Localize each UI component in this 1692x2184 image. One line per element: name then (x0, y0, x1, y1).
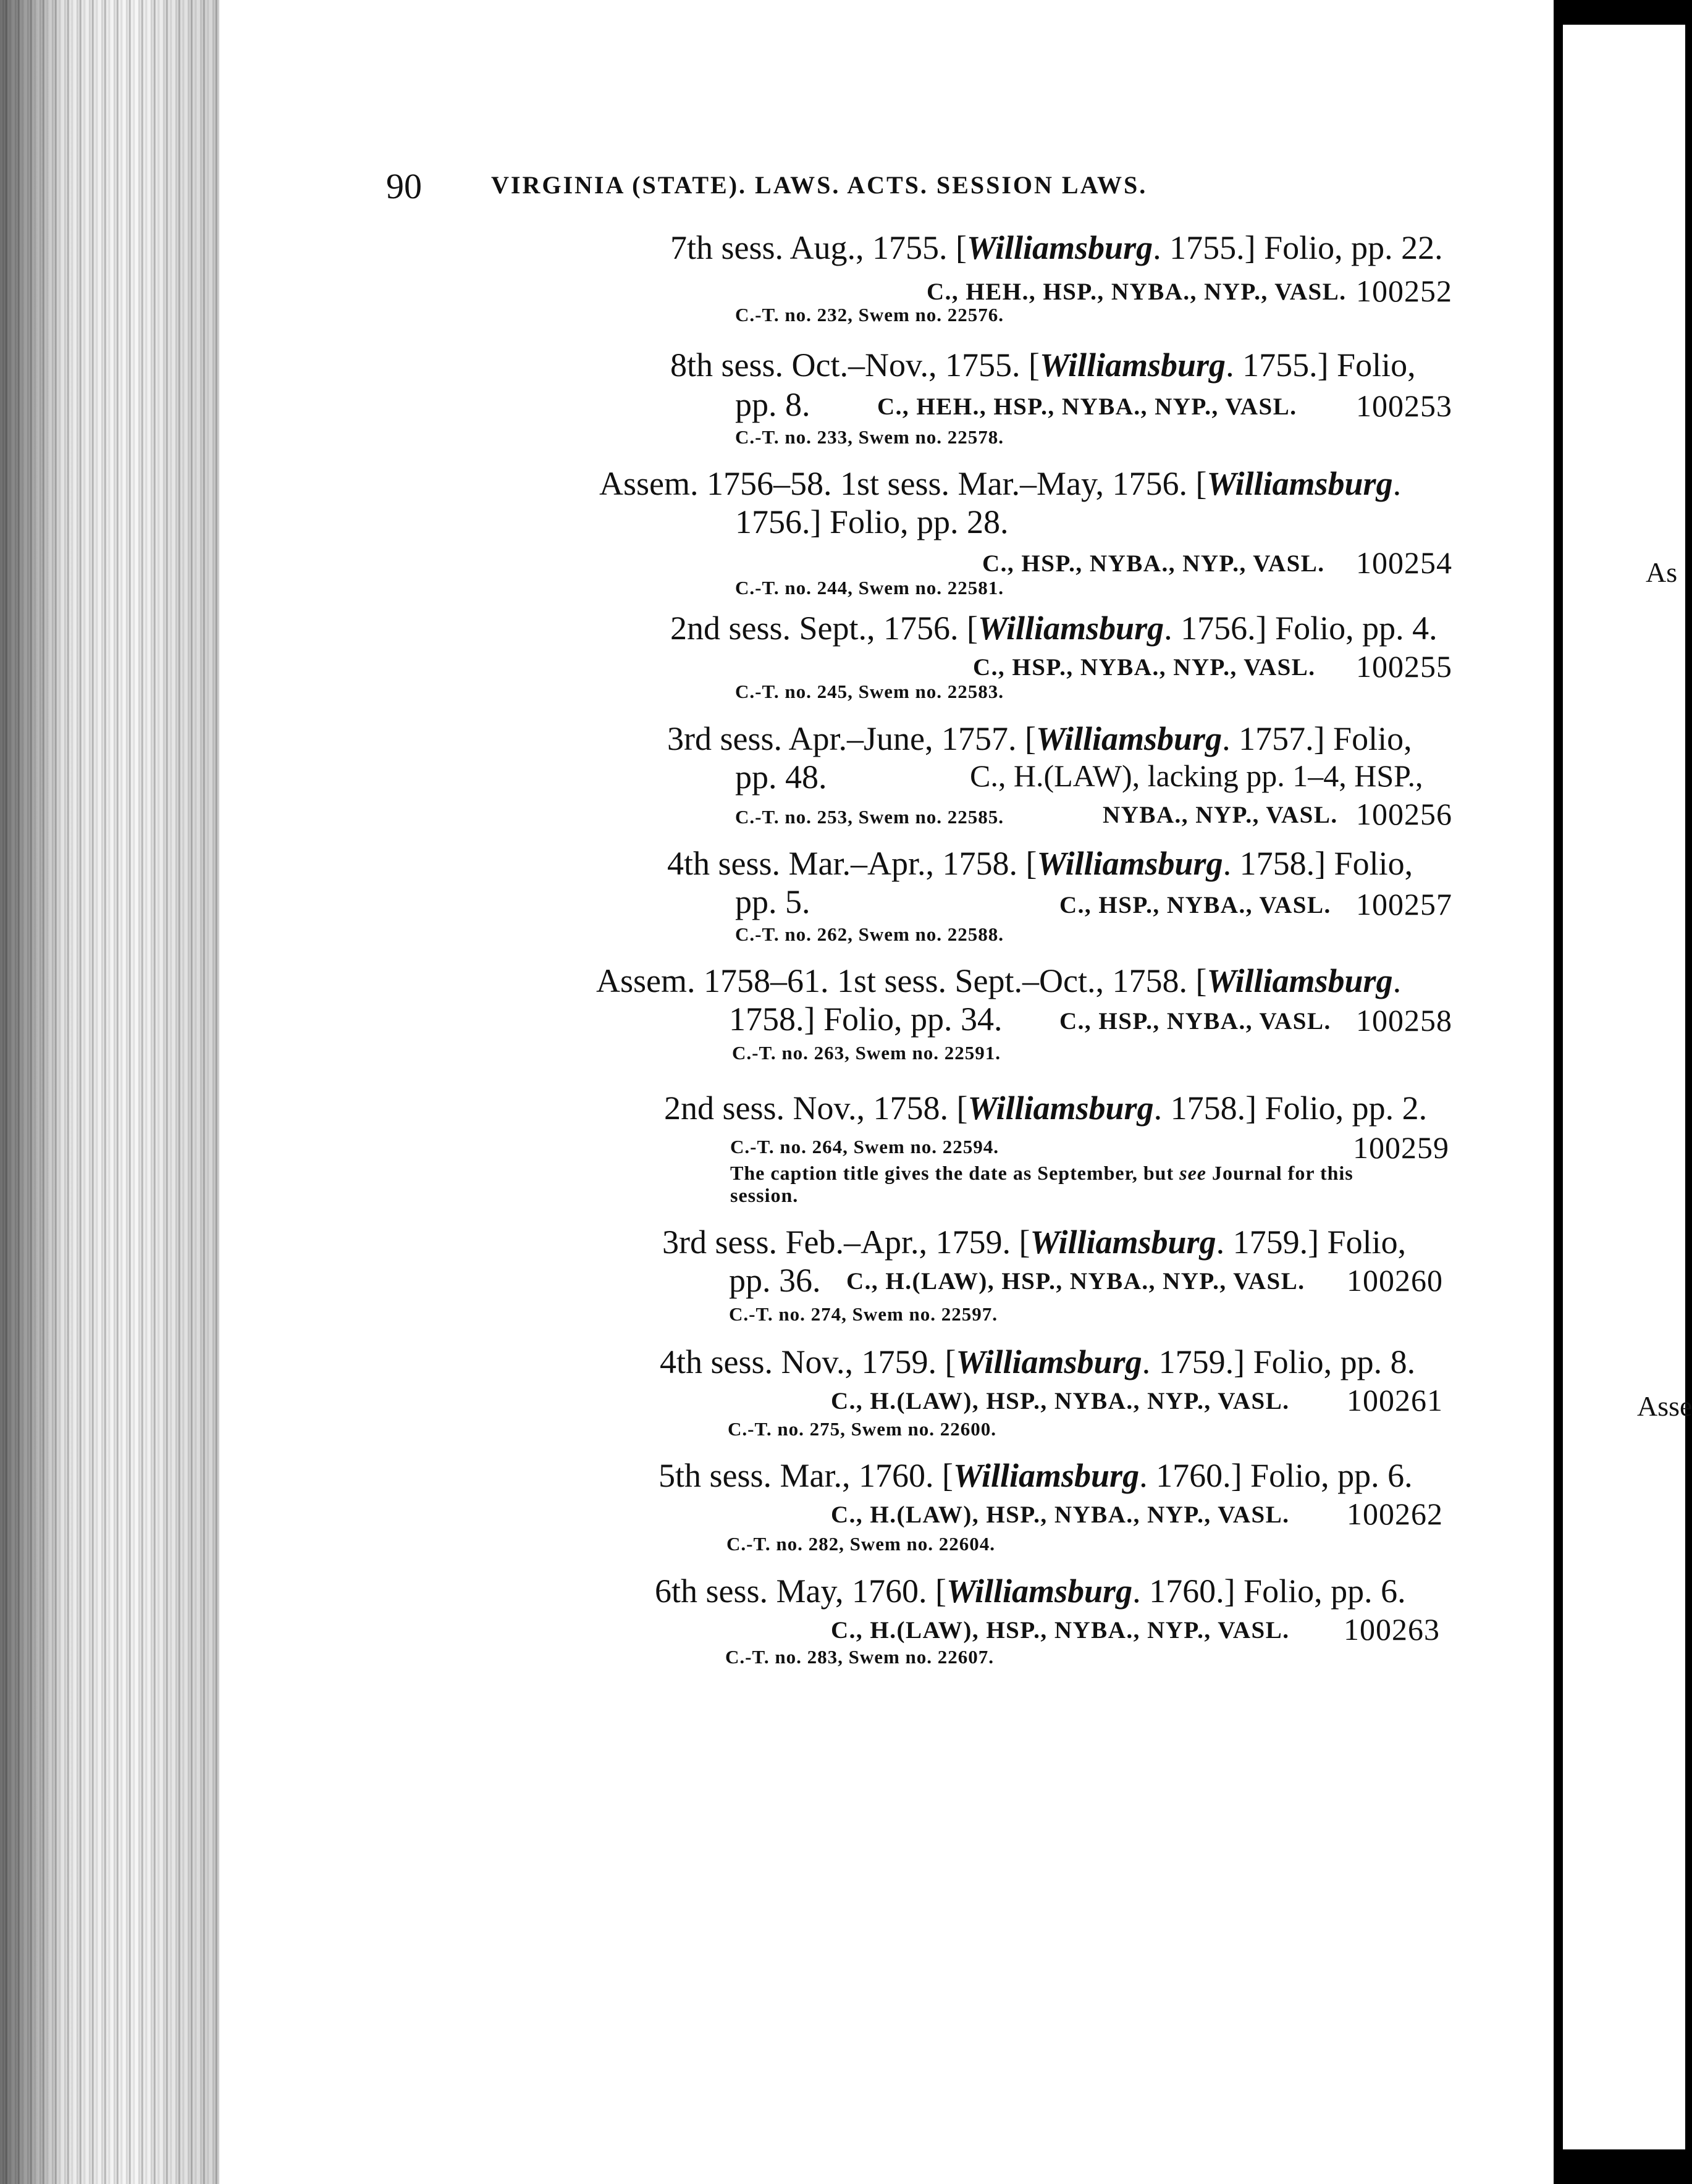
entry-title-line: pp. 36. (729, 1262, 821, 1299)
facing-page-strip (1563, 25, 1692, 2149)
entry-title-line: 2nd sess. Sept., 1756. [Williamsburg. 1756.] Folio, pp. 4. (670, 610, 1437, 647)
imprint-place: Williamsburg (1039, 346, 1226, 384)
entry-title-line: 4th sess. Nov., 1759. [Williamsburg. 1759.] Folio, pp. 8. (660, 1343, 1416, 1380)
library-holdings: C., HEH., HSP., NYBA., NYP., VASL. (927, 279, 1347, 305)
entry-note: The caption title gives the date as September, but see Journal for this (730, 1162, 1353, 1184)
entry-title-line: 3rd sess. Feb.–Apr., 1759. [Williamsburg. 1759.] Folio, (662, 1224, 1407, 1261)
library-holdings: C., H.(LAW), lacking pp. 1–4, HSP., (970, 758, 1423, 793)
imprint-place: Williamsburg (967, 1090, 1154, 1127)
imprint-place: Williamsburg (967, 229, 1153, 266)
entry-number: 100260 (1347, 1263, 1443, 1298)
entry-number: 100262 (1347, 1497, 1443, 1531)
imprint-place: Williamsburg (946, 1573, 1133, 1610)
catalog-references: C.-T. no. 232, Swem no. 22576. (735, 304, 1004, 326)
facing-page-fragment: Asse (1637, 1390, 1692, 1422)
entry-number: 100255 (1356, 649, 1452, 684)
imprint-place: Williamsburg (1206, 465, 1393, 502)
entry-number: 100252 (1356, 274, 1452, 308)
entry-title-line: 5th sess. Mar., 1760. [Williamsburg. 1760.] Folio, pp. 6. (659, 1457, 1413, 1494)
facing-page-fragment: As (1646, 556, 1678, 588)
imprint-place: Williamsburg (978, 610, 1164, 647)
library-holdings: C., H.(LAW), HSP., NYBA., NYP., VASL. (846, 1268, 1305, 1295)
imprint-place: Williamsburg (956, 1343, 1142, 1380)
catalog-references: C.-T. no. 253, Swem no. 22585. (735, 806, 1004, 828)
catalog-references: C.-T. no. 282, Swem no. 22604. (726, 1533, 996, 1555)
entry-number: 100253 (1356, 388, 1452, 423)
imprint-place: Williamsburg (1037, 845, 1223, 882)
entry-title-line: 1756.] Folio, pp. 28. (735, 503, 1009, 540)
library-holdings: C., HSP., NYBA., NYP., VASL. (982, 550, 1325, 577)
library-holdings: C., HSP., NYBA., NYP., VASL. (973, 654, 1316, 681)
catalog-references: C.-T. no. 283, Swem no. 22607. (725, 1646, 995, 1668)
library-holdings: C., HSP., NYBA., VASL. (1059, 1008, 1331, 1035)
entry-title-line: 4th sess. Mar.–Apr., 1758. [Williamsburg. 1758.] Folio, (667, 845, 1413, 882)
entry-title-line: 8th sess. Oct.–Nov., 1755. [Williamsburg. 1755.] Folio, (670, 346, 1416, 384)
library-holdings: C., HSP., NYBA., VASL. (1059, 892, 1331, 918)
entry-number: 100261 (1347, 1383, 1443, 1418)
catalog-references: C.-T. no. 263, Swem no. 22591. (732, 1042, 1001, 1064)
entry-number: 100254 (1356, 545, 1452, 580)
entry-title-line: Assem. 1758–61. 1st sess. Sept.–Oct., 1758. [Williamsburg. (596, 962, 1402, 999)
entry-title-line: 2nd sess. Nov., 1758. [Williamsburg. 1758.] Folio, pp. 2. (664, 1090, 1428, 1127)
entry-number: 100259 (1353, 1130, 1449, 1165)
library-holdings: C., H.(LAW), HSP., NYBA., NYP., VASL. (831, 1388, 1290, 1414)
catalog-references: C.-T. no. 245, Swem no. 22583. (735, 681, 1004, 702)
catalog-references: C.-T. no. 274, Swem no. 22597. (729, 1303, 998, 1325)
imprint-place: Williamsburg (1206, 962, 1393, 999)
entry-title-line: Assem. 1756–58. 1st sess. Mar.–May, 1756. [Williamsburg. (599, 465, 1402, 502)
library-holdings: C., H.(LAW), HSP., NYBA., NYP., VASL. (831, 1617, 1290, 1644)
catalog-references: C.-T. no. 264, Swem no. 22594. (730, 1136, 1000, 1157)
entry-title-line: pp. 48. (735, 758, 827, 796)
entry-title-line: 1758.] Folio, pp. 34. (729, 1001, 1003, 1038)
catalog-references: C.-T. no. 275, Swem no. 22600. (728, 1418, 997, 1440)
entry-title-line: 7th sess. Aug., 1755. [Williamsburg. 1755.] Folio, pp. 22. (670, 229, 1443, 266)
entry-title-line: pp. 8. (735, 386, 810, 423)
catalog-references: C.-T. no. 262, Swem no. 22588. (735, 923, 1004, 945)
entry-number: 100263 (1344, 1612, 1440, 1647)
page-header (386, 166, 1436, 206)
imprint-place: Williamsburg (953, 1457, 1140, 1494)
library-holdings: NYBA., NYP., VASL. (1103, 802, 1338, 828)
entry-note: session. (730, 1184, 799, 1206)
imprint-place: Williamsburg (1030, 1224, 1216, 1261)
running-head: VIRGINIA (STATE). LAWS. ACTS. SESSION LAWS. (491, 171, 1148, 199)
entry-number: 100257 (1356, 887, 1452, 922)
entry-title-line: 3rd sess. Apr.–June, 1757. [Williamsburg. 1757.] Folio, (667, 720, 1412, 757)
entry-title-line: 6th sess. May, 1760. [Williamsburg. 1760.] Folio, pp. 6. (655, 1573, 1406, 1610)
page-edges-shadow (0, 0, 222, 2184)
catalog-references: C.-T. no. 244, Swem no. 22581. (735, 577, 1004, 598)
library-holdings: C., H.(LAW), HSP., NYBA., NYP., VASL. (831, 1502, 1290, 1528)
entry-title-line: pp. 5. (735, 883, 810, 920)
entry-number: 100256 (1356, 797, 1452, 831)
entry-number: 100258 (1356, 1003, 1452, 1038)
page-number: 90 (386, 166, 422, 206)
imprint-place: Williamsburg (1035, 720, 1223, 757)
library-holdings: C., HEH., HSP., NYBA., NYP., VASL. (877, 393, 1297, 420)
catalog-references: C.-T. no. 233, Swem no. 22578. (735, 426, 1004, 448)
